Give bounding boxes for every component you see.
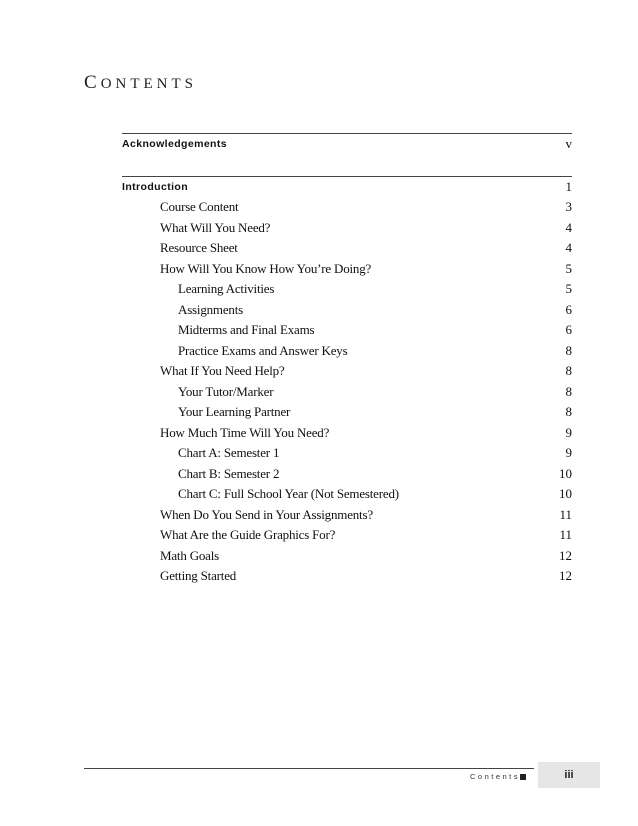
toc-entry <box>0 240 638 260</box>
toc-entry-page: 11 <box>559 527 572 542</box>
toc-entry <box>0 363 638 383</box>
page-title-initial: C <box>84 72 101 93</box>
toc-entry-page: 4 <box>565 219 572 235</box>
toc-entry <box>0 384 638 404</box>
toc-entry-page: 12 <box>559 547 572 563</box>
toc-entry <box>0 445 638 465</box>
toc-entry-label: Getting Started <box>160 568 237 583</box>
introduction-title: Introduction <box>122 181 189 193</box>
toc-subentry-label: Chart C: Full School Year (Not Semestered) <box>178 486 399 501</box>
toc-subentry-label: Assignments <box>178 301 243 317</box>
toc-entry <box>0 261 638 281</box>
toc-entry-page: 8 <box>565 342 572 358</box>
toc-entry-label: What Will You Need? <box>160 219 271 235</box>
toc-entry-page: 9 <box>565 445 572 460</box>
toc-entry-page: 6 <box>565 301 572 317</box>
toc-entry <box>0 466 638 486</box>
footer-page-box <box>538 762 600 788</box>
toc-entry-page: 8 <box>565 363 572 378</box>
toc-entry <box>0 302 638 322</box>
toc-entry <box>0 281 638 301</box>
toc-entry-page: 12 <box>559 568 572 583</box>
toc-subentry-label: Chart A: Semester 1 <box>178 445 280 460</box>
acknowledgements-title: Acknowledgements <box>122 138 228 150</box>
page-title-rest: ONTENTS <box>100 76 198 92</box>
toc-entry-page: 11 <box>559 506 572 522</box>
toc-entry-page: 5 <box>565 260 572 276</box>
toc-entry <box>0 199 638 219</box>
toc-entry <box>0 425 638 445</box>
toc-entry-label: When Do You Send in Your Assignments? <box>160 506 373 522</box>
toc-entry <box>0 486 638 506</box>
toc-entry-label: Course Content <box>160 199 239 214</box>
toc-entry-page: 8 <box>565 404 572 419</box>
toc-entry-page: 10 <box>559 465 572 481</box>
page-title <box>84 72 197 94</box>
footer-section-label: Contents <box>470 772 521 781</box>
toc-entry-label: How Will You Know How You’re Doing? <box>160 260 372 276</box>
toc-entry <box>0 322 638 342</box>
toc-subentry-label: Your Tutor/Marker <box>178 383 274 399</box>
toc-entry <box>0 220 638 240</box>
footer-rule <box>84 768 534 769</box>
acknowledgements-rule <box>122 133 572 134</box>
toc-entry-label: What Are the Guide Graphics For? <box>160 527 336 542</box>
footer-page-number: iii <box>564 769 574 781</box>
toc-entry <box>0 548 638 568</box>
toc-subentry-label: Midterms and Final Exams <box>178 322 315 337</box>
toc-entry-page: 9 <box>565 424 572 440</box>
toc-entry <box>0 568 638 588</box>
toc-entry <box>0 343 638 363</box>
toc-entry-label: Resource Sheet <box>160 240 238 255</box>
toc-entry <box>0 404 638 424</box>
toc-entry-page: 10 <box>559 486 572 501</box>
toc-entry-page: 4 <box>565 240 572 255</box>
toc-subentry-label: Learning Activities <box>178 281 275 296</box>
toc-entry <box>0 507 638 527</box>
toc-entry <box>0 527 638 547</box>
toc-entry-page: 8 <box>565 383 572 399</box>
toc-entry-page: 5 <box>565 281 572 296</box>
toc-entry-label: Math Goals <box>160 547 220 563</box>
footer-square-icon <box>520 774 526 780</box>
toc-subentry-label: Chart B: Semester 2 <box>178 465 280 481</box>
toc-entry-label: How Much Time Will You Need? <box>160 424 330 440</box>
toc-subentry-label: Practice Exams and Answer Keys <box>178 342 348 358</box>
acknowledgements-page: v <box>565 136 572 151</box>
toc-entry-page: 3 <box>565 199 572 214</box>
toc-subentry-label: Your Learning Partner <box>178 404 291 419</box>
toc-entry-page: 6 <box>565 322 572 337</box>
introduction-rule <box>122 176 572 177</box>
introduction-page: 1 <box>565 179 572 194</box>
toc-entry-label: What If You Need Help? <box>160 363 285 378</box>
